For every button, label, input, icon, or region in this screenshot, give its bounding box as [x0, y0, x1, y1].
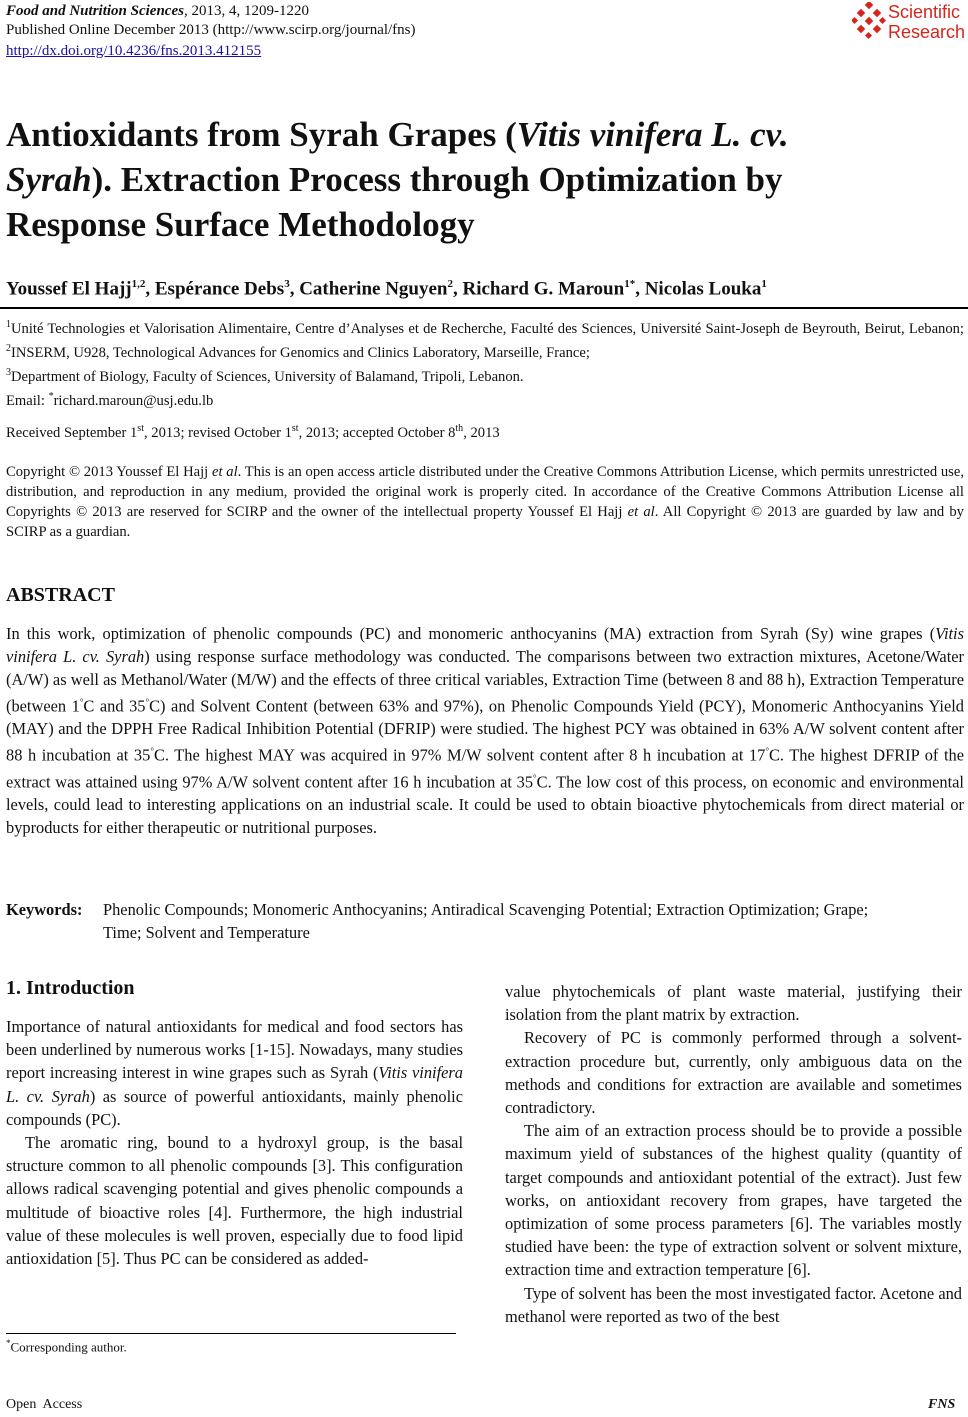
affiliation-3-marker: 3	[6, 366, 11, 378]
journal-citation	[6, 2, 309, 21]
paragraph: Type of solvent has been the most investigated factor. Acetone and methanol were reported as two of the best	[505, 1283, 962, 1326]
logo-line-2: Research	[888, 22, 966, 42]
doi-link[interactable]: http://dx.doi.org/10.4236/fns.2013.412155	[6, 43, 262, 59]
author-separator: ,	[145, 278, 155, 300]
revised-sup: st	[291, 423, 299, 434]
abstract-text-5: C. The highest MAY was acquired in 97% M/W solvent content after 8 h incubation at 17	[153, 745, 766, 765]
revised-text: , 2013; revised October 1	[143, 424, 292, 441]
degree-mark: °	[145, 697, 150, 707]
affiliation-2-marker: 2	[6, 342, 11, 354]
author-name: Nicolas Louka	[644, 278, 762, 300]
footer-journal-abbrev: FNS	[928, 1397, 956, 1412]
author-separator: ,	[289, 278, 300, 300]
abstract-text-7: C. The low cost of this process, on economic and environmental levels, could lead to interesting applications on an industrial scale. It could be used to obtain bioactive phytochemicals from direct material or byproducts for either therapeutic or nutritional purposes.	[6, 772, 964, 838]
author-affiliation-marker: 1	[761, 278, 767, 290]
paragraph: The aromatic ring, bound to a hydroxyl group, is the basal structure common to all phenolic compounds [3]. This configuration allows radical scavenging potential and gives phenolic compounds a multitude of bioactive roles [4]. Furthermore, the high industrial value of these molecules is well proven, especially due to food lipid antioxidation [5]. Thus PC can be considered as added-	[6, 1133, 463, 1269]
author-separator: ,	[635, 278, 645, 300]
received-sup: st	[137, 423, 144, 434]
keywords-list: Phenolic Compounds; Monomeric Anthocyanins; Antiradical Scavenging Potential; Extraction Optimization; Grape; Time; Solvent and Temperature	[103, 900, 869, 942]
author-name: Catherine Nguyen	[299, 278, 448, 300]
title-text-1: Antioxidants from Syrah Grapes (	[6, 115, 517, 154]
abstract-text-2: ) using response surface methodology was conducted. The comparisons between two extraction mixtures, Acetone/Water (A/W) as well as Methanol/Water (M/W) and the effects of three critical variables, Extraction Time (between 8 and 88 h), Extraction Temperature (between 1	[6, 647, 964, 716]
title-species: Vitis vinifera L. cv.	[516, 115, 789, 154]
affiliation-1-marker: 1	[6, 319, 11, 330]
copyright-text-1: Copyright © 2013 Youssef El Hajj	[6, 464, 212, 480]
section-heading-introduction: 1. Introduction	[6, 977, 135, 999]
footnote-text: Corresponding author.	[10, 1339, 127, 1355]
received-text: Received September 1	[6, 424, 138, 441]
affiliation-3: Department of Biology, Faculty of Sciences, University of Balamand, Tripoli, Lebanon.	[11, 368, 524, 385]
intro-species: Vitis vinifera L. cv. Syrah	[6, 1063, 463, 1106]
affiliations	[6, 315, 964, 410]
journal-name: Food and Nutrition Sciences	[6, 3, 184, 19]
copyright-notice	[6, 462, 964, 542]
abstract-text-6: C. The highest DFRIP of the extract was attained using 97% A/W solvent content after 16 h incubation at 35	[6, 745, 964, 792]
accepted-year: , 2013	[463, 424, 500, 441]
author-separator: ,	[453, 278, 463, 300]
author-affiliation-marker: 1*	[624, 278, 636, 290]
degree-mark: °	[150, 746, 154, 757]
left-column	[6, 1015, 463, 1270]
author-name: Richard G. Maroun	[462, 278, 625, 300]
footer-open-access: Open Access	[6, 1397, 83, 1412]
email-address[interactable]: richard.maroun@usj.edu.lb	[53, 392, 214, 409]
keywords	[6, 898, 906, 942]
email-marker: *	[48, 390, 54, 402]
author-affiliation-marker: 2	[447, 278, 453, 290]
intro-text-2: ) as source of powerful antioxidants, mainly phenolic compounds (PC).	[6, 1086, 463, 1129]
email-label: Email:	[6, 392, 49, 409]
footnote-divider	[6, 1333, 456, 1334]
received-dates	[6, 423, 500, 442]
logo-text	[888, 2, 965, 42]
journal-volume: , 2013, 4, 1209-1220	[183, 3, 309, 19]
intro-text-1: Importance of natural antioxidants for medical and food sectors has been underlined by numerous works [1-15]. Nowadays, many studies report increasing interest in wine grapes such as Syrah (	[6, 1017, 463, 1083]
affiliation-1: Unité Technologies et Valorisation Alimentaire, Centre d’Analyses et de Recherche, Faculté des Sciences, Université Saint-Joseph de Beyrouth, Beirut, Lebanon;	[11, 320, 964, 337]
footnote-marker: *	[6, 1338, 11, 1348]
paragraph	[6, 1015, 463, 1131]
footnote	[6, 1338, 127, 1355]
abstract-heading: ABSTRACT	[6, 584, 115, 606]
copyright-text-3: . All Copyright © 2013 are guarded by law and by SCIRP as a guardian.	[6, 504, 964, 540]
abstract-body	[6, 622, 964, 839]
copyright-text-2: . This is an open access article distributed under the Creative Commons Attribution License, which permits unrestricted use, distribution, and reproduction in any medium, provided the original work is properly cited. In accordance of the Creative Commons Attribution License all Copyrights © 2013 are reserved for SCIRP and the owner of the intellectual property Youssef El Hajj	[6, 464, 964, 520]
logo-line-1: Scientific	[888, 2, 961, 22]
paragraph: Recovery of PC is commonly performed through a solvent-extraction procedure but, currently, only ambiguous data on the methods and conditions for extraction are available and sometimes contradictory.	[505, 1028, 962, 1118]
copyright-etal-2: et al	[627, 504, 655, 520]
publisher-logo	[852, 0, 968, 44]
abstract-text-3: C and 35	[83, 696, 146, 716]
copyright-etal-1: et al	[211, 464, 238, 480]
abstract-species: Vitis vinifera L. cv. Syrah	[6, 624, 964, 666]
degree-mark: °	[533, 772, 537, 783]
author-name: Espérance Debs	[154, 278, 285, 300]
title-cultivar: Syrah	[6, 160, 92, 199]
header-divider	[0, 307, 968, 309]
right-column	[505, 980, 962, 1328]
author-affiliation-marker: 3	[284, 278, 290, 290]
article-title	[6, 112, 956, 247]
accepted-text: , 2013; accepted October 8	[298, 424, 456, 441]
paragraph: The aim of an extraction process should be to provide a possible maximum yield of substances of the highest quality (quantity of target compounds and antioxidant potential of the extract). Just few works, on antioxidant recovery from grapes, have targeted the optimization of some process parameters [6]. The variables mostly studied have been: the type of extraction solvent or solvent mixture, extraction time and extraction temperature [6].	[505, 1121, 962, 1280]
paragraph: value phytochemicals of plant waste material, justifying their isolation from the plant matrix by extraction.	[505, 982, 962, 1025]
author-name: Youssef El Hajj	[6, 278, 132, 300]
abstract-text-4: C) and Solvent Content (between 63% and 97%), on Phenolic Compounds Yield (PCY), Monomeric Anthocyanins Yield (MAY) and the DPPH Free Radical Inhibition Potential (DFRIP) were studied. The highest PCY was obtained in 63% A/W solvent content after 88 h incubation at 35	[6, 696, 964, 765]
title-text-2: ). Extraction Process through Optimization by	[91, 160, 783, 199]
author-affiliation-marker: 1,2	[131, 278, 146, 290]
logo-mark-icon	[852, 2, 886, 40]
degree-mark: °	[79, 697, 84, 707]
affiliation-2: INSERM, U928, Technological Advances for Genomics and Clinics Laboratory, Marseille, France;	[11, 344, 590, 361]
keywords-label: Keywords:	[6, 900, 83, 919]
publication-info: Published Online December 2013 (http://www.scirp.org/journal/fns)	[6, 22, 416, 38]
accepted-sup: th	[455, 423, 464, 434]
abstract-text-1: In this work, optimization of phenolic compounds (PC) and monomeric anthocyanins (MA) extraction from Syrah (Sy) wine grapes (	[6, 624, 936, 643]
author-list	[6, 278, 767, 300]
degree-mark: °	[765, 746, 769, 757]
title-text-3: Response Surface Methodology	[6, 205, 475, 244]
